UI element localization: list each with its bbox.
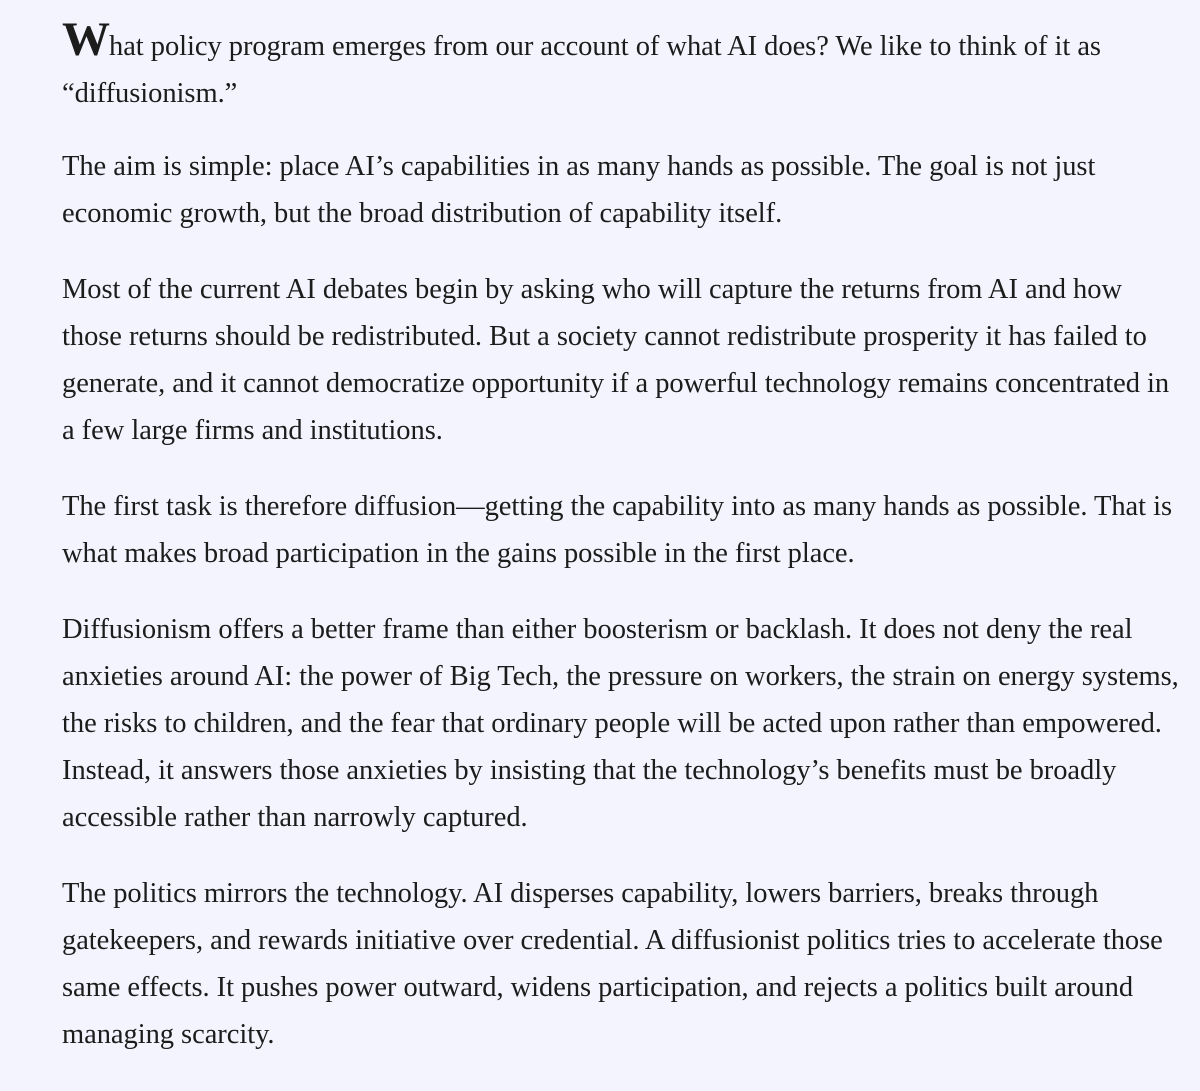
paragraph-aim: The aim is simple: place AI’s capabilities in as many hands as possible. The goal is not just economic growth, but the broad distribution of capability itself. — [62, 151, 1096, 229]
drop-cap: W — [62, 13, 109, 66]
paragraph-first-task: The first task is therefore diffusion—getting the capability into as many hands as possible. That is what makes broad participation in the gains possible in the first place. — [62, 491, 1172, 569]
paragraph-intro-text: hat policy program emerges from our account of what AI does? We like to think of it as “diffusionism.” — [62, 31, 1101, 109]
paragraph-debates: Most of the current AI debates begin by asking who will capture the returns from AI and how those returns should be redistributed. But a society cannot redistribute prosperity it has failed to generate, and it cannot democratize opportunity if a powerful technology remains concentrated in a few large firms and institutions. — [62, 274, 1170, 446]
paragraph-politics: The politics mirrors the technology. AI disperses capability, lowers barriers, breaks through gatekeepers, and rewards initiative over credential. A diffusionist politics tries to accelerate those same effects. It pushes power outward, widens participation, and rejects a politics built around managing scarcity. — [62, 878, 1163, 1050]
article-body — [62, 13, 1184, 1087]
paragraph-frame: Diffusionism offers a better frame than either boosterism or backlash. It does not deny the real anxieties around AI: the power of Big Tech, the pressure on workers, the strain on energy systems, the risks to children, and the fear that ordinary people will be acted upon rather than empowered. Instead, it answers those anxieties by insisting that the technology’s benefits must be broadly accessible rather than narrowly captured. — [62, 614, 1179, 833]
paragraph-intro — [62, 13, 1184, 117]
